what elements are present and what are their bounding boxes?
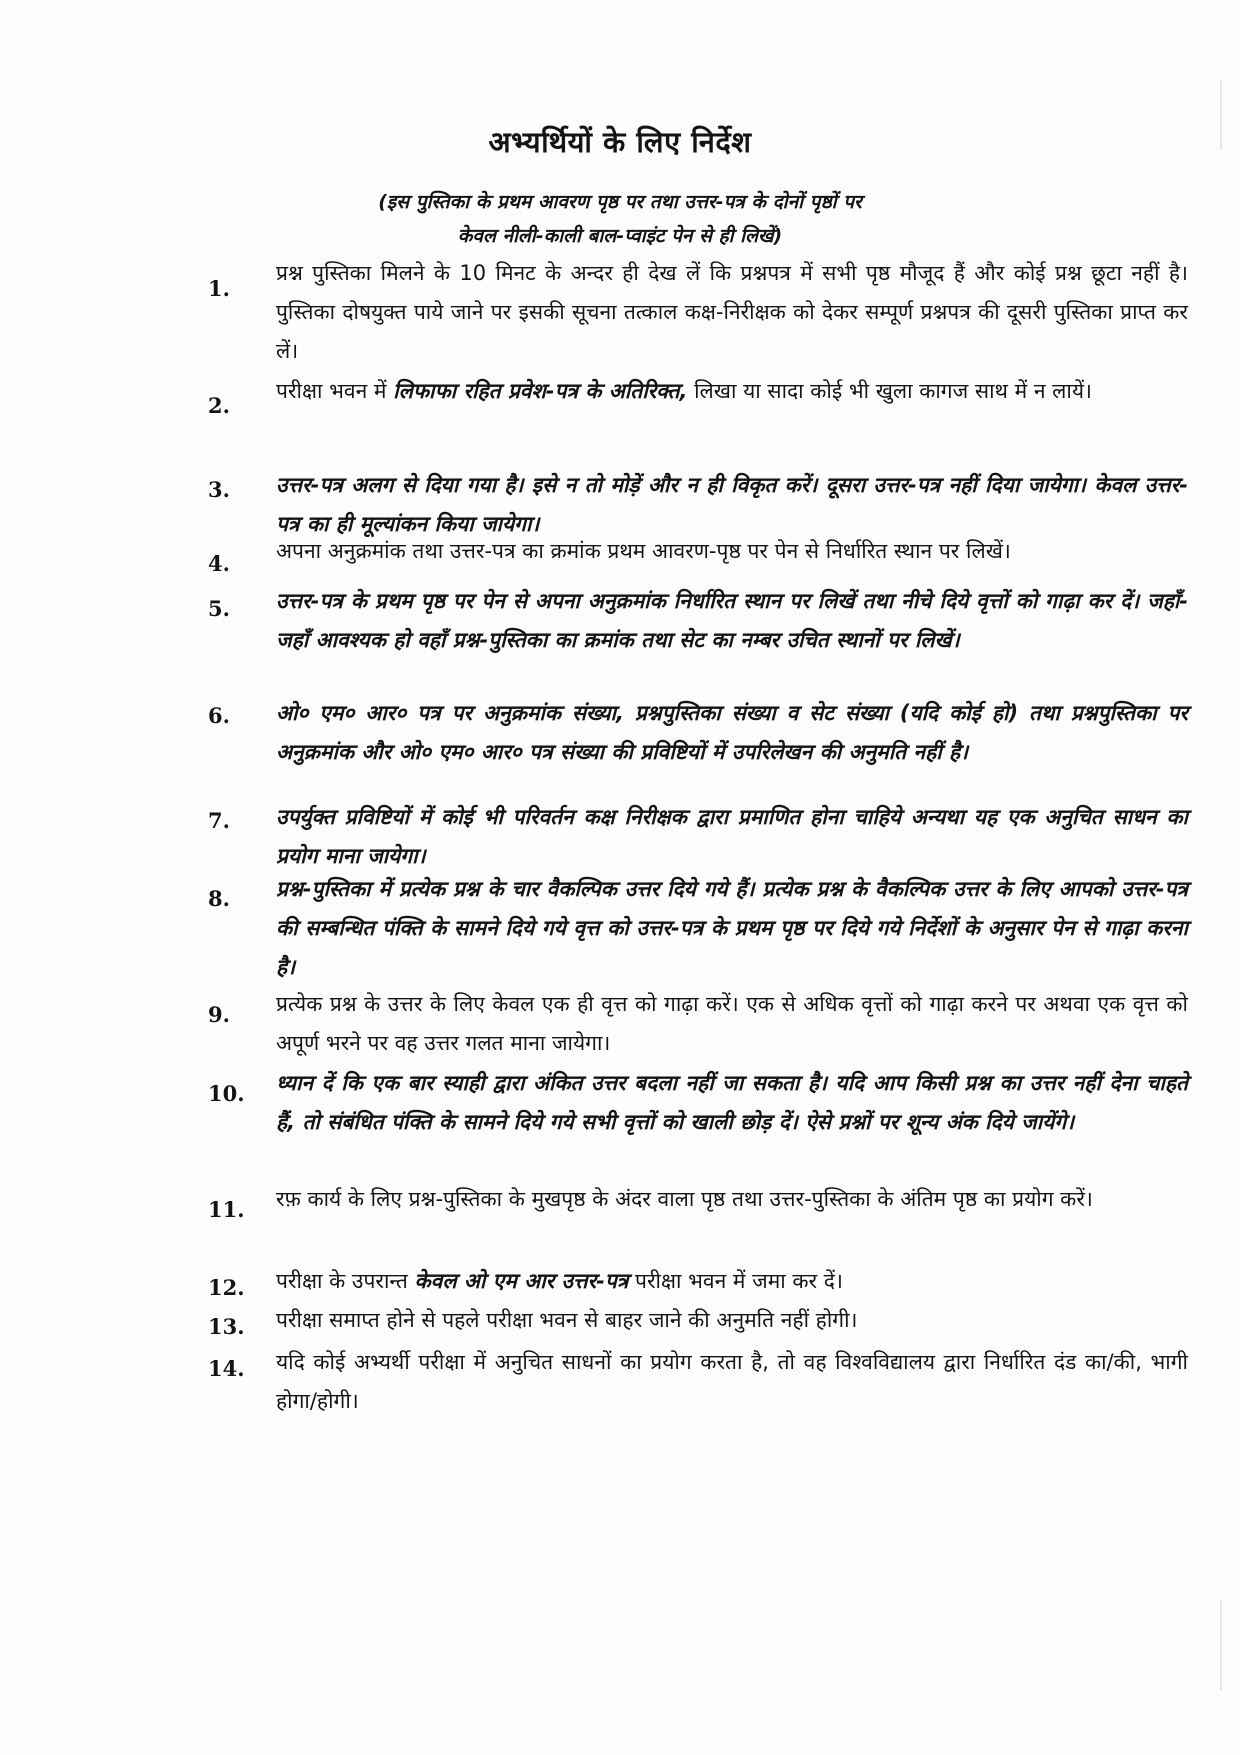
item-number: 2. bbox=[208, 393, 230, 418]
item-number: 7. bbox=[208, 808, 230, 833]
item-number: 4. bbox=[208, 551, 230, 576]
item-text-part: परीक्षा भवन में जमा कर दें। bbox=[628, 1269, 843, 1293]
item-text: परीक्षा समाप्त होने से पहले परीक्षा भवन से बाहर जाने की अनुमति नहीं होगी। bbox=[276, 1308, 858, 1332]
subtitle-line-2: केवल नीली-काली बाल-प्वाइंट पेन से ही लिखें) bbox=[457, 225, 783, 247]
item-text: उत्तर-पत्र अलग से दिया गया है। इसे न तो मोड़ें और न ही विकृत करें। दूसरा उत्तर-पत्र नहीं दिया जायेगा। केवल उत्तर-पत्र का ही मूल्यांकन किया जायेगा। bbox=[276, 473, 1188, 536]
scan-artifact bbox=[1220, 1600, 1222, 1690]
item-number: 9. bbox=[208, 1002, 230, 1027]
item-text: उत्तर-पत्र के प्रथम पृष्ठ पर पेन से अपना अनुक्रमांक निर्धारित स्थान पर लिखें तथा नीचे दिये वृत्तों को गाढ़ा कर दें। जहाँ-जहाँ आवश्यक हो वहाँ प्रश्न-पुस्तिका का क्रमांक तथा सेट का नम्बर उचित स्थानों पर लिखें। bbox=[276, 589, 1188, 652]
item-number: 14. bbox=[208, 1356, 245, 1381]
subtitle-line-1: (इस पुस्तिका के प्रथम आवरण पृष्ठ पर तथा उत्तर-पत्र के दोनों पृष्ठों पर bbox=[378, 191, 862, 213]
item-text: प्रश्न पुस्तिका मिलने के 10 मिनट के अन्दर ही देख लें कि प्रश्नपत्र में सभी पृष्ठ मौजूद हैं और कोई प्रश्न छूटा नहीं है। पुस्तिका दोषयुक्त पाये जाने पर इसकी सूचना तत्काल कक्ष-निरीक्षक को देकर सम्पूर्ण प्रश्नपत्र की दूसरी पुस्तिका प्राप्त कर लें। bbox=[276, 261, 1188, 363]
item-text: ध्यान दें कि एक बार स्याही द्वारा अंकित उत्तर बदला नहीं जा सकता है। यदि आप किसी प्रश्न का उत्तर नहीं देना चाहते हैं, तो संबंधित पंक्ति के सामने दिये गये सभी वृत्तों को खाली छोड़ दें। ऐसे प्रश्नों पर शून्य अंक दिये जायेंगे। bbox=[276, 1071, 1188, 1134]
item-text: प्रश्न-पुस्तिका में प्रत्येक प्रश्न के चार वैकल्पिक उत्तर दिये गये हैं। प्रत्येक प्रश्न के वैकल्पिक उत्तर के लिए आपको उत्तर-पत्र की सम्बन्धित पंक्ति के सामने दिये गये वृत्त को उत्तर-पत्र के प्रथम पृष्ठ पर दिये गये निर्देशों के अनुसार पेन से गाढ़ा करना है। bbox=[276, 877, 1188, 979]
item-number: 10. bbox=[208, 1081, 245, 1106]
item-text: ओ० एम० आर० पत्र पर अनुक्रमांक संख्या, प्रश्नपुस्तिका संख्या व सेट संख्या (यदि कोई हो) तथा प्रश्नपुस्तिका पर अनुक्रमांक और ओ० एम० आर० पत्र संख्या की प्रविष्टियों में उपरिलेखन की अनुमति नहीं है। bbox=[276, 701, 1188, 764]
page-title: अभ्यर्थियों के लिए निर्देश bbox=[488, 125, 752, 159]
item-text: यदि कोई अभ्यर्थी परीक्षा में अनुचित साधनों का प्रयोग करता है, तो वह विश्वविद्यालय द्वारा निर्धारित दंड का/की, भागी होगा/होगी। bbox=[276, 1350, 1188, 1413]
item-text-part: परीक्षा के उपरान्त bbox=[276, 1269, 415, 1293]
item-number: 5. bbox=[208, 596, 230, 621]
item-text-emphasis: केवल ओ एम आर उत्तर-पत्र bbox=[414, 1269, 629, 1293]
item-text-emphasis: लिफाफा रहित प्रवेश-पत्र के अतिरिक्त, bbox=[393, 379, 688, 403]
item-text: अपना अनुक्रमांक तथा उत्तर-पत्र का क्रमांक प्रथम आवरण-पृष्ठ पर पेन से निर्धारित स्थान पर लिखें। bbox=[276, 539, 1011, 563]
item-number: 3. bbox=[208, 477, 230, 502]
item-text bbox=[276, 372, 1188, 411]
item-number: 13. bbox=[208, 1314, 245, 1339]
item-number: 8. bbox=[208, 886, 230, 911]
item-text: उपर्युक्त प्रविष्टियों में कोई भी परिवर्तन कक्ष निरीक्षक द्वारा प्रमाणित होना चाहिये अन्यथा यह एक अनुचित साधन का प्रयोग माना जायेगा। bbox=[276, 805, 1188, 868]
item-number: 12. bbox=[208, 1275, 245, 1300]
item-number: 11. bbox=[208, 1197, 245, 1222]
item-text-part: परीक्षा भवन में bbox=[276, 379, 394, 403]
item-number: 1. bbox=[208, 276, 230, 301]
item-text: रफ़ कार्य के लिए प्रश्न-पुस्तिका के मुखपृष्ठ के अंदर वाला पृष्ठ तथा उत्तर-पुस्तिका के अंतिम पृष्ठ का प्रयोग करें। bbox=[276, 1187, 1093, 1211]
item-text bbox=[276, 1262, 1188, 1301]
scan-artifact bbox=[1220, 80, 1222, 150]
item-number: 6. bbox=[208, 703, 230, 728]
item-text: प्रत्येक प्रश्न के उत्तर के लिए केवल एक ही वृत्त को गाढ़ा करें। एक से अधिक वृत्तों को गाढ़ा करने पर अथवा एक वृत्त को अपूर्ण भरने पर वह उत्तर गलत माना जायेगा। bbox=[276, 992, 1188, 1055]
item-text-part: लिखा या सादा कोई भी खुला कागज साथ में न लायें। bbox=[687, 379, 1092, 403]
